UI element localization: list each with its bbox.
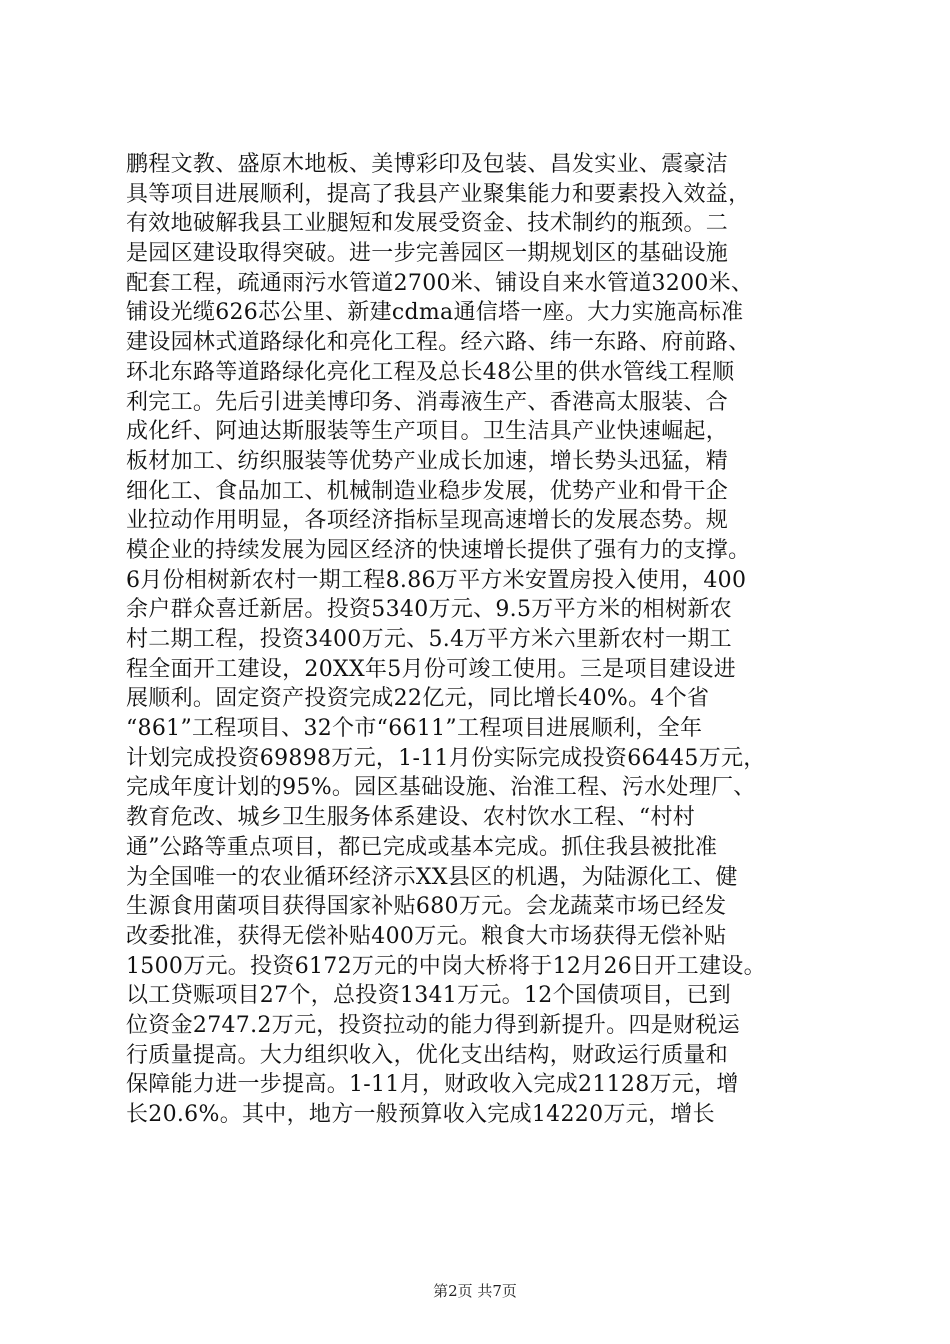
text-line: 配套工程，疏通雨污水管道2700米、铺设自来水管道3200米、	[126, 270, 754, 296]
text-line: 改委批准，获得无偿补贴400万元。粮食大市场获得无偿补贴	[126, 923, 727, 949]
text-line: 位资金2747.2万元，投资拉动的能力得到新提升。四是财税运	[126, 1012, 740, 1038]
text-line: 环北东路等道路绿化亮化工程及总长48公里的供水管线工程顺	[126, 359, 735, 385]
text-line: 铺设光缆626芯公里、新建cdma通信塔一座。大力实施高标准	[126, 300, 744, 326]
text-line: 保障能力进一步提高。1-11月，财政收入完成21128万元，增	[126, 1072, 739, 1098]
text-line: 细化工、食品加工、机械制造业稳步发展，优势产业和骨干企	[126, 478, 729, 504]
text-line: 6月份相树新农村一期工程8.86万平方米安置房投入使用，400	[126, 567, 747, 593]
text-line: 完成年度计划的95%。园区基础设施、治淮工程、污水处理厂、	[126, 775, 756, 801]
text-line: 以工贷赈项目27个，总投资1341万元。12个国债项目，已到	[126, 983, 731, 1009]
text-line: 有效地破解我县工业腿短和发展受资金、技术制约的瓶颈。二	[126, 211, 729, 237]
text-line: 模企业的持续发展为园区经济的快速增长提供了强有力的支撑。	[126, 537, 751, 563]
text-line: 村二期工程，投资3400万元、5.4万平方米六里新农村一期工	[126, 627, 732, 652]
text-line: 教育危改、城乡卫生服务体系建设、农村饮水工程、“村村	[126, 805, 696, 831]
text-line: 鹏程文教、盛原木地板、美博彩印及包装、昌发实业、震豪洁	[126, 152, 729, 177]
text-line: 具等项目进展顺利，提高了我县产业聚集能力和要素投入效益，	[126, 181, 751, 207]
text-line: 利完工。先后引进美博印务、消毒液生产、香港高太服装、合	[126, 389, 729, 415]
text-line: 余户群众喜迁新居。投资5340万元、9.5万平方米的相树新农	[126, 597, 732, 623]
text-line: 展顺利。固定资产投资完成22亿元，同比增长40%。4个省	[126, 686, 710, 712]
text-line: 生源食用菌项目获得国家补贴680万元。会龙蔬菜市场已经发	[126, 894, 727, 920]
text-line: 板材加工、纺织服装等优势产业成长加速，增长势头迅猛，精	[126, 448, 729, 474]
text-line: 成化纤、阿迪达斯服装等生产项目。卫生洁具产业快速崛起，	[126, 419, 729, 445]
text-line: 长20.6%。其中，地方一般预算收入完成14220万元，增长	[126, 1102, 715, 1127]
text-line: 是园区建设取得突破。进一步完善园区一期规划区的基础设施	[126, 241, 729, 267]
text-line: 1500万元。投资6172万元的中岗大桥将于12月26日开工建设。	[126, 953, 766, 979]
text-line: 通”公路等重点项目，都已完成或基本完成。抓住我县被批准	[126, 834, 718, 860]
text-line: 为全国唯一的农业循环经济示XX县区的机遇，为陆源化工、健	[126, 864, 738, 890]
text-line: 行质量提高。大力组织收入，优化支出结构，财政运行质量和	[126, 1042, 729, 1068]
text-line: 业拉动作用明显，各项经济指标呈现高速增长的发展态势。规	[126, 508, 729, 534]
text-line: “861”工程项目、32个市“6611”工程项目进展顺利，全年	[126, 716, 703, 742]
page-number-label: 第2页 共7页	[433, 1282, 517, 1300]
text-line: 建设园林式道路绿化和亮化工程。经六路、纬一东路、府前路、	[126, 330, 751, 356]
text-line: 计划完成投资69898万元，1-11月份实际完成投资66445万元，	[126, 745, 766, 771]
text-line: 程全面开工建设，20XX年5月份可竣工使用。三是项目建设进	[126, 656, 737, 682]
document-body	[126, 150, 826, 1130]
page-footer	[0, 1280, 950, 1301]
